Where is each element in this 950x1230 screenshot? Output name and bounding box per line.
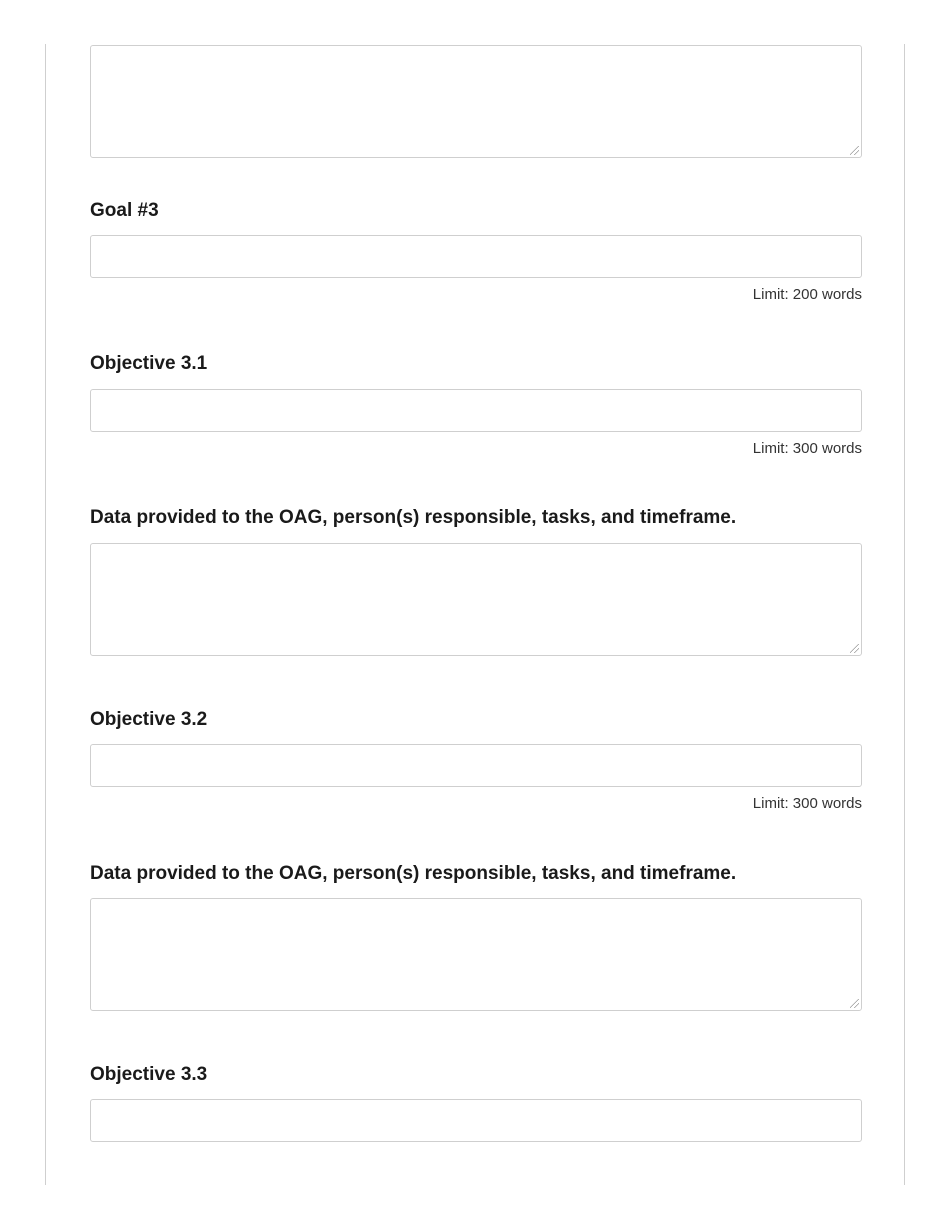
objective-3-1-label: Objective 3.1 [90, 353, 208, 374]
data-3-1-label: Data provided to the OAG, person(s) responsible, tasks, and timeframe. [90, 507, 737, 528]
resize-handle-icon[interactable] [850, 146, 859, 155]
objective-3-2-input[interactable] [90, 744, 862, 787]
objective-3-2-word-limit: Limit: 300 words [752, 795, 862, 812]
goal-3-label: Goal #3 [90, 200, 159, 221]
data-3-2-label: Data provided to the OAG, person(s) responsible, tasks, and timeframe. [90, 863, 737, 884]
resize-handle-icon[interactable] [850, 644, 859, 653]
objective-3-1-input[interactable] [90, 389, 862, 432]
goal-3-word-limit: Limit: 200 words [752, 286, 862, 303]
goal-3-input[interactable] [90, 235, 862, 278]
resize-handle-icon[interactable] [850, 999, 859, 1008]
objective-3-2-label: Objective 3.2 [90, 709, 208, 730]
previous-data-textarea[interactable] [90, 45, 862, 158]
data-3-1-textarea[interactable] [90, 543, 862, 656]
data-3-2-textarea[interactable] [90, 898, 862, 1011]
objective-3-3-input[interactable] [90, 1099, 862, 1142]
objective-3-3-label: Objective 3.3 [90, 1064, 208, 1085]
objective-3-1-word-limit: Limit: 300 words [752, 440, 862, 457]
